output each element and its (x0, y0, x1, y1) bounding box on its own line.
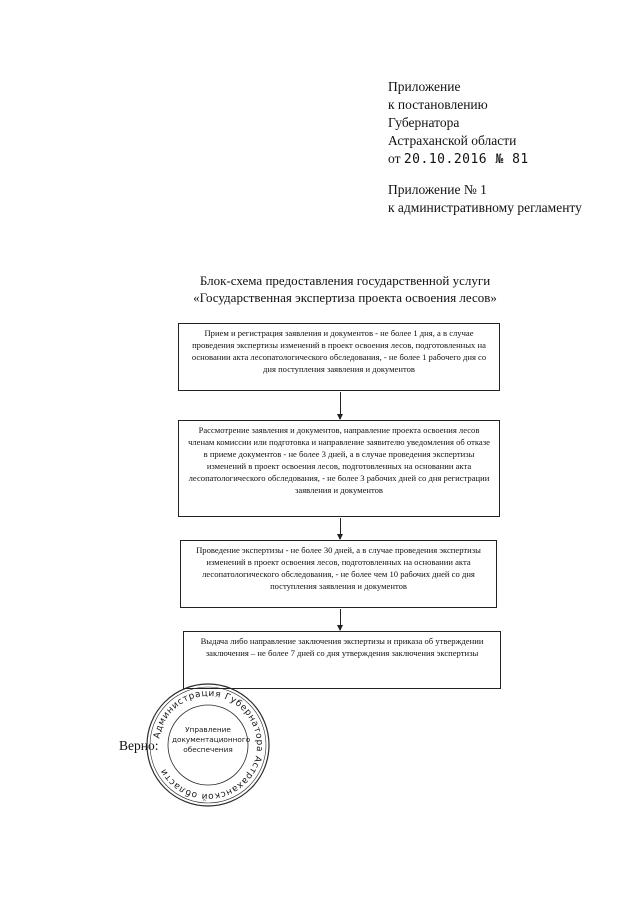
title-line-1: Блок-схема предоставления государственной услуги (199, 273, 491, 288)
header-date-line (388, 150, 628, 169)
stamp-center-line-3: обеспечения (183, 745, 233, 754)
flow-arrow-3 (340, 609, 341, 630)
document-title (150, 272, 540, 306)
flow-step-3: Проведение экспертизы - не более 30 дней, а в случае проведения экспертизы изменений в проект освоения лесов, подготовленных на основании акта лесопатологического обследования, - не более чем 10 рабочих дней со дня поступления заявления и документов (180, 540, 497, 608)
appendix-line-2: к административному регламенту (388, 200, 582, 215)
stamp-center-line-2: документационного (172, 735, 251, 744)
verno-label: Верно: (119, 738, 159, 753)
date-handwritten: 20.10.2016 № 81 (403, 152, 529, 167)
header-block (388, 78, 628, 217)
header-line-4: Астраханской области (388, 133, 517, 148)
header-line-2: к постановлению (388, 97, 488, 112)
stamp-center-text (172, 725, 251, 755)
stamp-center-line-1: Управление (185, 725, 231, 734)
flow-step-1: Прием и регистрация заявления и документов - не более 1 дня, а в случае проведения экспертизы изменений в проект освоения лесов, подготовленных на основании акта лесопатологического обследования, - не более 1 рабочего дня со дня поступления заявления и документов (178, 323, 500, 391)
appendix-line-1: Приложение № 1 (388, 182, 487, 197)
header-line-1: Приложение (388, 79, 461, 94)
flow-step-4: Выдача либо направление заключения экспертизы и приказа об утверждении заключения – не более 7 дней со дня утверждения заключения экспертизы (183, 631, 501, 689)
flow-step-2: Рассмотрение заявления и документов, направление проекта освоения лесов членам комиссии или подготовка и направление заявителю уведомления об отказе в приеме документов - не более 3 дней, а в случае проведения экспертизы изменений в проект освоения лесов, подготовленных на основании акта лесопатологического обследования, - не более 3 рабочих дней со дня регистрации заявления и документов (178, 420, 500, 517)
title-line-2: «Государственная экспертиза проекта освоения лесов» (193, 290, 497, 305)
flow-arrow-1 (340, 392, 341, 419)
date-prefix: от (388, 151, 401, 166)
flow-arrow-2 (340, 518, 341, 539)
stamp-ring-text: Администрация Губернатора Астраханской области (152, 688, 265, 802)
header-line-3: Губернатора (388, 115, 460, 130)
